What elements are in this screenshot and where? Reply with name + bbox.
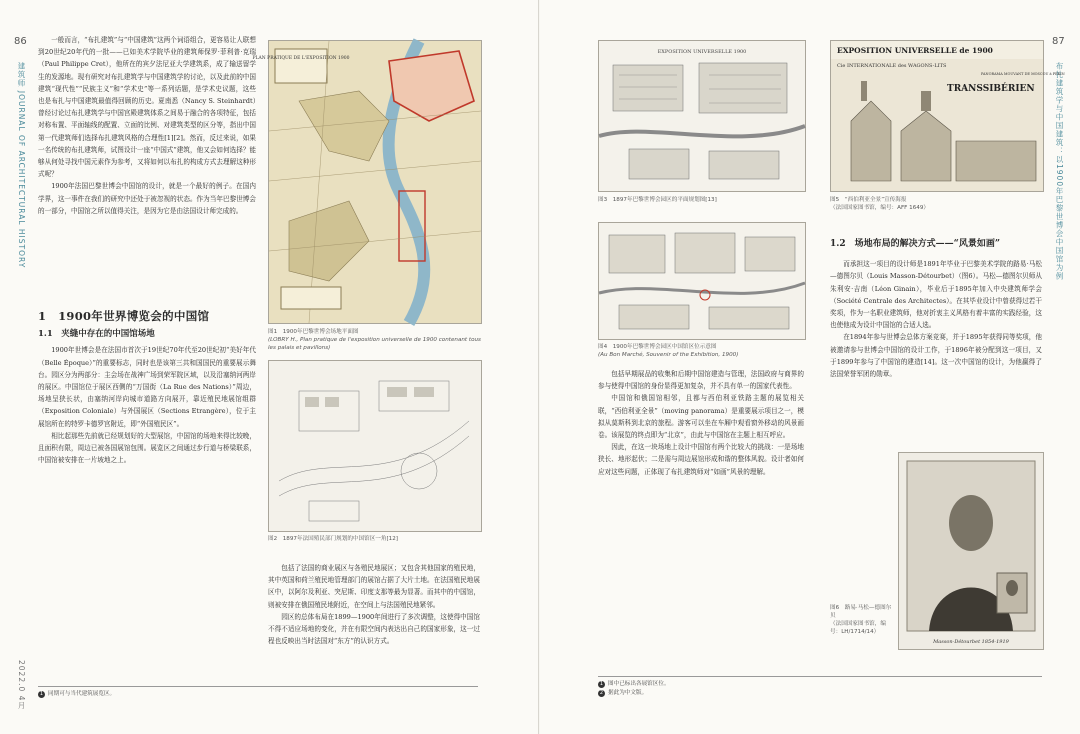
body-column-right-2	[830, 234, 1042, 444]
footnote-row	[598, 689, 1042, 698]
figure-1-map	[252, 40, 482, 324]
exposition-map-image	[252, 41, 481, 323]
figure-4-caption	[598, 343, 808, 359]
footnote-text: 同期可与当代建筑展览区。	[48, 691, 116, 697]
article-title-strip: 布扎建筑学与中国建筑：以1900年巴黎世博会中国馆为例	[1055, 62, 1064, 281]
figure-6-caption	[830, 604, 892, 636]
page-number-right: 87	[1052, 36, 1065, 47]
body-paragraph: 1900年世博会是在法国市首次于19世纪70年代至20世纪初“美好年代（Belle Époque）”的重要标志，同时也是该第三共和国国民的重要展示舞台。园区分为两部分：主会场在战神广场到荣军院区域，以及沿塞纳河两岸的展区。中国馆位于展区西侧的“万国街（La Rue des Nations）”周边，场地呈狭长状，由塞纳河岸向城市道路方向展开，靠近殖民地展馆组群（Exposition Coloniale）与外国展区（Sections Etrangère），位于主展馆所在的特罗卡德罗宫附近，即“外国殖民区”。	[38, 346, 256, 428]
footnote-row	[598, 680, 1042, 689]
body-paragraph: 在1894年参与世博会总体方案竞赛，并于1895年获得同等奖项，他被邀请参与世博会中国馆的设计工作，于1896年被分配到这一项目，又于1899年参与了中国馆的建造[14]。这一次中国馆的设计，为他赢得了法国荣誉军团的勋章。	[830, 333, 1042, 379]
figure-2-caption: 图2 1897年法国殖民部门规划的中国馆区一角[12]	[268, 536, 398, 542]
section-heading-1-2: 1.2 场地布局的解决方式——“风景如画”	[830, 239, 1001, 249]
footnote-text: 图中已标出各展馆区位。	[608, 681, 670, 687]
figure-5-caption	[830, 196, 1040, 212]
body-paragraph: 包括了法国的商业展区与各殖民地展区；又包含其他国家的殖民地，其中英国和荷兰殖民地管理部门的展馆占据了大片土地。在法国殖民地展区中，以阿尔及利亚、突尼斯、印度支那等最为显著。而其中的中国馆，则被安排在俄国殖民地附近，在空间上与法国殖民地紧邻。	[268, 564, 480, 609]
body-paragraph: 因此，在这一块场地上设计中国馆有两个比较大的挑战：一是场地狭长、地形起伏；二是需与周边展馆形成和谐的整体风貌。设计者如何应对这些问题，正体现了布扎建筑师对“如画”风景的理解。	[598, 443, 804, 476]
page-number-left: 86	[14, 36, 27, 47]
plan-image-3	[599, 41, 805, 191]
figure-3-caption: 图3 1897年巴黎世博会园区的平面规划图[13]	[598, 197, 717, 203]
figure-3-plan	[598, 40, 806, 192]
figure-1-caption-zh: 图1 1900年巴黎世博会场地平面图	[268, 329, 359, 335]
footnote-marker: 2	[599, 690, 604, 696]
intro-paragraph: 一般而言，“布扎建筑”与“中国建筑”这两个词语组合，更容易让人联想到20世纪20年代的一批——已如美术学院毕业的建筑师保罗·菲利普·克瑞（Paul Philippe Cret），他所在的宾夕法尼亚大学建筑系，成了输送留学生的发源地。现有研究对布扎建筑学与中国建筑学的讨论，以及此前的中国建筑“现代性”“民族主义”和“学术史”等一系列话题，是学术史议题，这些也是布扎与中国建筑最值得回顾的历史。夏南悉（Nancy S. Steinhardt）曾经讨论过布扎建筑学与中国宫殿建筑体系之间易于融合的各项特征，包括对称布置、平面轴线的配置、立面的比例、对建筑类型的区分等，指出中国第一代建筑师们选择布扎建筑风格的合理性[1][2]。然而，反过来说，如果一名传统的布扎建筑师，试图设计一座“中国式”建筑，他又会如何选择？能够从何处寻找中国元素作为参考，又将如何以布扎的构成方式去理解这种形式呢？	[38, 36, 256, 179]
body-column-right-1	[598, 368, 804, 670]
body-paragraph: 包括早期展品的收集和后期中国馆建造与管理，法国政府与商界的参与使得中国馆的身份显得更加复杂，并不具有单一的国家代表性。	[598, 370, 804, 391]
figure-5-caption-sub: （法国国家图书馆，编号：AFF 1649）	[830, 205, 929, 211]
body-paragraph: 相比起那些先前就已经规划好的大型展馆，中国馆的场地来得比较晚，且面积有限，周边已被各国展馆包围。展览区之间通过步行道与桥梁联系，中国馆被安排在一片坡地之上。	[38, 431, 256, 465]
intro-column	[38, 34, 256, 296]
figure-3-title: EXPOSITION UNIVERSELLE 1900	[657, 49, 747, 55]
section-heading-1: 1 1900年世界博览会的中国馆	[38, 309, 210, 323]
figure-4-caption-en: (Au Bon Marché, Souvenir of the Exhibition, 1900)	[598, 352, 739, 358]
figure-6-caption-sub: （法国国家图书馆，编号：LH/1714/14）	[830, 621, 886, 635]
body-paragraph: 园区的总体布局在1899—1900年间进行了多次调整，这使得中国馆不得不适应场地的变化，并在有限空间内表达出自己的国家形象，这一过程也反映出当时法国对“东方”的认识方式。	[268, 612, 480, 646]
figure-2-plan	[268, 360, 482, 532]
figure-1-caption	[268, 328, 488, 352]
footnote-marker: 1	[599, 681, 604, 687]
left-page	[0, 0, 539, 734]
subsection-heading-1-1: 1.1 夹缝中存在的中国馆场地	[38, 329, 155, 340]
issue-strip: 2022.0 4月	[17, 660, 26, 710]
figure-5-caption-zh: 图5 “西伯利亚全景”宣传海报	[830, 197, 907, 203]
portrait-image	[899, 453, 1043, 649]
portrait-signature: Masson-Détourbet 1854-1919	[933, 639, 1009, 645]
footnotes-right	[598, 676, 1042, 698]
poster-line-1: EXPOSITION UNIVERSELLE de 1900	[837, 46, 993, 55]
footnote-left	[38, 686, 478, 699]
body-paragraph: 而承担这一项目的设计师是1891年毕业于巴黎美术学院的路易·马松—德图尔贝（Louis Masson-Détourbet）（图6）。马松—德图尔贝师从朱利安·吉南（Léon Ginain），毕业后于1895年加入中央建筑师学会（Société Centrale des Architectes）。在其毕业设计中曾获得过若干奖项，作为一名职业建筑师，他对折衷主义风格有着丰富的实践经验，这也使他成为设计中国馆的合适人选。	[830, 260, 1042, 330]
right-page	[540, 0, 1080, 734]
footnote-marker: 1	[39, 691, 44, 697]
figure-6-caption-zh: 图6 路易·马松—德图尔贝	[830, 605, 892, 619]
poster-badge: PANORAMA MOUVANT DE MOSCOU à PÉKIN	[981, 72, 1065, 76]
figure-4-caption-zh: 图4 1900年巴黎世博会园区中国馆区位示意图	[598, 344, 717, 350]
journal-name-strip: 建筑师 JOURNAL OF ARCHITECTURAL HISTORY	[17, 62, 26, 269]
footnote-text: 据此为中文版。	[608, 690, 648, 696]
body-paragraph: 中国馆和俄国馆相邻，且都与西伯利亚铁路主题的展览相关联，“西伯利亚全景”（moving panorama）是重要展示项目之一，模拟从莫斯科到北京的旅程。游客可以坐在车厢中观看窗外移动的风景画卷。该展览的终点即为“北京”，由此与中国馆在主题上相互呼应。	[598, 394, 804, 440]
poster-line-2: Cie INTERNATIONALE des WAGONS-LITS	[837, 63, 947, 69]
body-column-left	[38, 300, 256, 672]
plan-image-4	[599, 223, 805, 339]
poster-line-3: TRANSSIBÉRIEN	[947, 84, 1035, 94]
map-title: PLAN PRATIQUE DE L'EXPOSITION 1900	[252, 56, 350, 61]
figure-6-portrait	[898, 452, 1044, 650]
intro-paragraph: 1900年法国巴黎世博会中国馆的设计，就是一个最好的例子。在国内学界，这一事件在我们的研究中还处于被忽视的状态。作为当年巴黎世博会的一部分，中国馆之所以值得关注，是因为它是由法国设计师完成的。	[38, 182, 256, 215]
figure-4-plan	[598, 222, 806, 340]
body-column-left-2	[268, 562, 480, 674]
figure-1-caption-en: (LOBRY H., Plan pratique de l'exposition universelle de 1900 contenant tous les palais et pavillons)	[268, 337, 481, 351]
plan-drawing-image	[269, 361, 481, 531]
